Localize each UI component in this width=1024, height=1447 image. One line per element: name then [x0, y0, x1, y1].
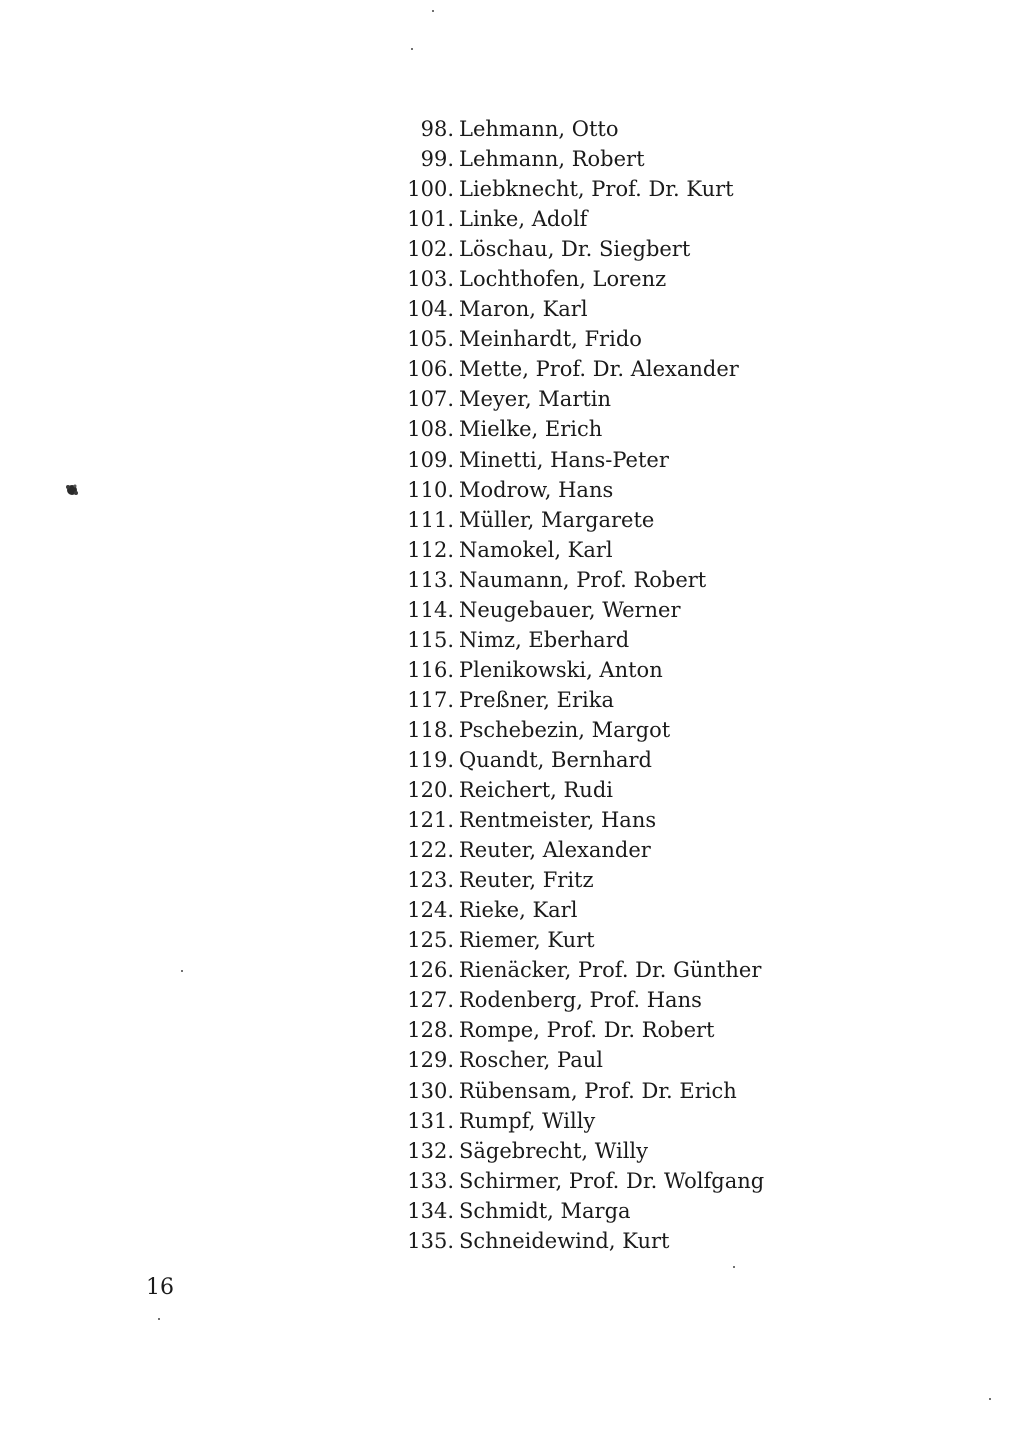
entry-name: Schmidt, Marga	[459, 1198, 631, 1223]
entry-name: Naumann, Prof. Robert	[459, 567, 707, 592]
entry-name: Schirmer, Prof. Dr. Wolfgang	[459, 1168, 765, 1193]
entry-number: 117.	[407, 687, 454, 712]
entry-name: Lochthofen, Lorenz	[459, 267, 667, 292]
list-item	[398, 204, 764, 234]
entry-name: Riemer, Kurt	[459, 928, 595, 953]
entry-name: Meyer, Martin	[459, 387, 612, 412]
entry-name: Löschau, Dr. Siegbert	[459, 237, 691, 262]
entry-number: 99.	[420, 147, 454, 172]
entry-name: Rompe, Prof. Dr. Robert	[459, 1018, 715, 1043]
entry-number: 112.	[407, 537, 454, 562]
entry-name: Reuter, Fritz	[459, 868, 594, 893]
entry-number: 133.	[407, 1168, 454, 1193]
entry-number: 105.	[407, 327, 454, 352]
entry-name: Mette, Prof. Dr. Alexander	[459, 357, 739, 382]
list-item	[398, 384, 764, 414]
member-list	[398, 114, 764, 1256]
entry-number: 123.	[407, 868, 454, 893]
entry-name: Rienäcker, Prof. Dr. Günther	[459, 958, 762, 983]
entry-number: 121.	[407, 808, 454, 833]
scan-speck	[733, 1266, 735, 1268]
list-item	[398, 1136, 764, 1166]
entry-name: Lehmann, Robert	[459, 147, 645, 172]
entry-number: 132.	[407, 1138, 454, 1163]
entry-name: Lehmann, Otto	[459, 117, 619, 141]
entry-name: Modrow, Hans	[459, 477, 614, 502]
entry-number: 100.	[407, 177, 454, 202]
entry-name: Schneidewind, Kurt	[459, 1228, 670, 1253]
entry-number: 127.	[407, 988, 454, 1013]
list-item	[398, 1196, 764, 1226]
list-item	[398, 655, 764, 685]
entry-name: Quandt, Bernhard	[459, 747, 652, 772]
entry-number: 114.	[407, 597, 454, 622]
list-item	[398, 1166, 764, 1196]
entry-number: 134.	[407, 1198, 454, 1223]
entry-number: 106.	[407, 357, 454, 382]
entry-number: 113.	[407, 567, 454, 592]
ink-blot	[64, 482, 80, 498]
list-item	[398, 475, 764, 505]
entry-name: Rodenberg, Prof. Hans	[459, 988, 702, 1013]
list-item	[398, 1015, 764, 1045]
list-item	[398, 865, 764, 895]
list-item	[398, 775, 764, 805]
entry-number: 111.	[407, 507, 454, 532]
entry-number: 98.	[420, 117, 454, 141]
entry-number: 102.	[407, 237, 454, 262]
list-item	[398, 445, 764, 475]
entry-name: Rieke, Karl	[459, 898, 578, 923]
list-item	[398, 354, 764, 384]
list-item	[398, 925, 764, 955]
scan-speck	[411, 48, 413, 50]
entry-name: Plenikowski, Anton	[459, 657, 663, 682]
entry-name: Rentmeister, Hans	[459, 808, 657, 833]
list-item	[398, 1226, 764, 1256]
entry-name: Meinhardt, Frido	[459, 327, 642, 352]
list-item	[398, 264, 764, 294]
list-item	[398, 715, 764, 745]
list-item	[398, 805, 764, 835]
list-item	[398, 1076, 764, 1106]
entry-number: 108.	[407, 417, 454, 442]
list-item	[398, 835, 764, 865]
entry-number: 126.	[407, 958, 454, 983]
entry-number: 101.	[407, 207, 454, 232]
scan-speck	[989, 1398, 991, 1400]
entry-number: 107.	[407, 387, 454, 412]
entry-name: Maron, Karl	[459, 297, 588, 322]
list-item	[398, 1045, 764, 1075]
entry-name: Linke, Adolf	[459, 207, 588, 232]
entry-number: 124.	[407, 898, 454, 923]
entry-name: Rumpf, Willy	[459, 1108, 596, 1133]
entry-name: Sägebrecht, Willy	[459, 1138, 648, 1163]
scan-speck	[181, 970, 183, 972]
entry-number: 131.	[407, 1108, 454, 1133]
entry-number: 103.	[407, 267, 454, 292]
entry-name: Rübensam, Prof. Dr. Erich	[459, 1078, 737, 1103]
entry-number: 122.	[407, 838, 454, 863]
entry-name: Pschebezin, Margot	[459, 717, 671, 742]
entry-name: Neugebauer, Werner	[459, 597, 681, 622]
entry-name: Roscher, Paul	[459, 1048, 603, 1073]
entry-name: Preßner, Erika	[459, 687, 614, 712]
list-item	[398, 535, 764, 565]
entry-number: 116.	[407, 657, 454, 682]
entry-number: 135.	[407, 1228, 454, 1253]
entry-number: 118.	[407, 717, 454, 742]
list-item	[398, 895, 764, 925]
entry-number: 130.	[407, 1078, 454, 1103]
list-item	[398, 565, 764, 595]
entry-number: 125.	[407, 928, 454, 953]
entry-number: 115.	[407, 627, 454, 652]
list-item	[398, 595, 764, 625]
page-number: 16	[146, 1275, 174, 1300]
list-item	[398, 505, 764, 535]
scan-speck	[158, 1318, 160, 1320]
list-item	[398, 955, 764, 985]
list-item	[398, 1106, 764, 1136]
list-item	[398, 625, 764, 655]
entry-number: 120.	[407, 778, 454, 803]
list-item	[398, 685, 764, 715]
entry-number: 128.	[407, 1018, 454, 1043]
list-item	[398, 414, 764, 444]
list-item	[398, 294, 764, 324]
entry-name: Reichert, Rudi	[459, 778, 613, 803]
entry-number: 104.	[407, 297, 454, 322]
list-item	[398, 745, 764, 775]
entry-number: 119.	[407, 747, 454, 772]
list-item	[398, 144, 764, 174]
list-item	[398, 324, 764, 354]
entry-name: Namokel, Karl	[459, 537, 613, 562]
entry-number: 110.	[407, 477, 454, 502]
scan-speck	[432, 10, 434, 12]
entry-name: Liebknecht, Prof. Dr. Kurt	[459, 177, 734, 202]
list-item	[398, 985, 764, 1015]
entry-name: Minetti, Hans-Peter	[459, 447, 669, 472]
entry-name: Reuter, Alexander	[459, 838, 651, 863]
entry-number: 109.	[407, 447, 454, 472]
list-item	[398, 174, 764, 204]
list-item	[398, 234, 764, 264]
entry-name: Nimz, Eberhard	[459, 627, 630, 652]
entry-name: Müller, Margarete	[459, 507, 655, 532]
entry-name: Mielke, Erich	[459, 417, 603, 442]
list-item	[398, 114, 764, 144]
entry-number: 129.	[407, 1048, 454, 1073]
